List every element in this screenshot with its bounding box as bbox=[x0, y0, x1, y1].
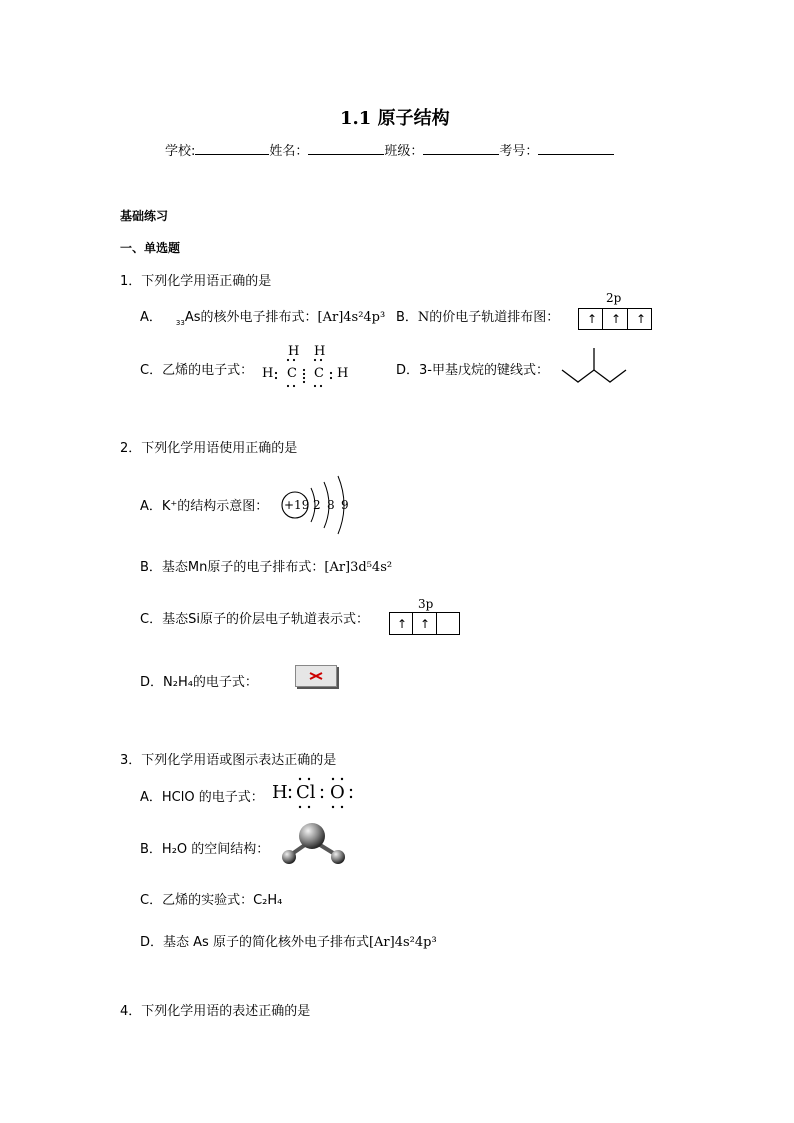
q1-option-c[interactable]: C．乙烯的电子式： bbox=[140, 363, 254, 378]
q1-b-prefix: B． bbox=[396, 310, 418, 325]
name-field[interactable] bbox=[308, 154, 384, 155]
exam-id-field[interactable] bbox=[538, 154, 614, 155]
q1-a-prefix: A． bbox=[140, 310, 162, 325]
class-label: 班级： bbox=[384, 144, 424, 159]
shell-electrons-3: 9 bbox=[341, 498, 349, 512]
question-3-stem: 3．下列化学用语或图示表达正确的是 bbox=[120, 753, 337, 768]
atom-h: H bbox=[262, 366, 274, 381]
q2-b-text: B．基态Mn原子的电子排布式： bbox=[140, 560, 325, 575]
atom-h: H bbox=[314, 344, 326, 359]
question-1-stem: 1．下列化学用语正确的是 bbox=[120, 274, 272, 289]
shell-electrons-2: 8 bbox=[327, 498, 335, 512]
atom-cl: Cl bbox=[296, 782, 316, 803]
q1-option-a[interactable] bbox=[140, 306, 385, 327]
name-label: 姓名： bbox=[269, 144, 309, 159]
q2-c-orbital-diagram bbox=[389, 612, 460, 635]
q2-c-orbital-label: 3p bbox=[418, 597, 434, 611]
q3-option-a[interactable]: A．HClO 的电子式： bbox=[140, 790, 264, 805]
up-arrow-icon: ↑ bbox=[397, 617, 408, 631]
atom-h: H bbox=[337, 366, 349, 381]
q1-a-element: As bbox=[184, 310, 201, 325]
q1-b-text: 的价电子轨道排布图： bbox=[429, 310, 560, 325]
broken-image-icon bbox=[295, 665, 337, 687]
q2-option-d[interactable]: D．N₂H₄的电子式： bbox=[140, 675, 258, 690]
atom-c: C bbox=[314, 366, 324, 381]
up-arrow-icon: ↑ bbox=[636, 312, 647, 326]
school-label: 学校: bbox=[165, 144, 196, 159]
school-field[interactable] bbox=[195, 154, 269, 155]
q3-option-c[interactable]: C．乙烯的实验式：C₂H₄ bbox=[140, 893, 283, 908]
atom-c: C bbox=[287, 366, 297, 381]
nucleus-charge: +19 bbox=[284, 498, 310, 512]
electron-dots bbox=[261, 344, 356, 388]
hclo-electron-dot-structure bbox=[272, 776, 356, 810]
atom-o: O bbox=[330, 782, 345, 803]
question-4-stem: 4．下列化学用语的表述正确的是 bbox=[120, 1004, 311, 1019]
q3-d-text: D．基态 As 原子的简化核外电子排布式 bbox=[140, 935, 369, 950]
q2-b-formula: [Ar]3d⁵4s² bbox=[324, 560, 393, 575]
atom-h: H bbox=[288, 344, 300, 359]
exam-id-label: 考号： bbox=[499, 144, 539, 159]
q1-a-text: 的核外电子排布式： bbox=[200, 310, 318, 325]
student-info-line bbox=[165, 140, 614, 159]
shell-electrons-1: 2 bbox=[313, 498, 321, 512]
red-x-icon bbox=[296, 666, 336, 686]
q1-b-orbital-label: 2p bbox=[606, 291, 622, 305]
part-title: 一、单选题 bbox=[120, 241, 181, 255]
page-title: 1.1 原子结构 bbox=[340, 108, 450, 129]
water-ball-stick-model bbox=[278, 820, 350, 868]
q1-option-b[interactable] bbox=[396, 306, 559, 325]
q3-option-d[interactable] bbox=[140, 931, 437, 950]
atom-h: H bbox=[272, 782, 288, 803]
electron-dots bbox=[272, 776, 356, 810]
q1-option-d[interactable]: D．3-甲基戊烷的键线式： bbox=[396, 363, 549, 378]
q3-d-formula: [Ar]4s²4p³ bbox=[368, 935, 437, 950]
section-title: 基础练习 bbox=[120, 209, 169, 223]
q1-b-element: N bbox=[417, 310, 430, 325]
methylpentane-skeletal-formula bbox=[558, 344, 630, 386]
up-arrow-icon: ↑ bbox=[587, 312, 598, 326]
q2-option-c[interactable]: C．基态Si原子的价层电子轨道表示式： bbox=[140, 612, 369, 627]
class-field[interactable] bbox=[423, 154, 499, 155]
q1-b-orbital-diagram bbox=[578, 308, 652, 330]
q2-option-a[interactable]: A．K⁺的结构示意图： bbox=[140, 499, 269, 514]
q3-option-b[interactable]: B．H₂O 的空间结构： bbox=[140, 842, 270, 857]
q2-option-b[interactable] bbox=[140, 556, 392, 575]
question-2-stem: 2．下列化学用语使用正确的是 bbox=[120, 441, 298, 456]
up-arrow-icon: ↑ bbox=[420, 617, 431, 631]
q1-a-atomic-number: 33 bbox=[175, 318, 185, 327]
up-arrow-icon: ↑ bbox=[611, 312, 622, 326]
ethylene-electron-dot-structure bbox=[261, 344, 356, 388]
q1-a-formula: [Ar]4s²4p³ bbox=[317, 310, 386, 325]
